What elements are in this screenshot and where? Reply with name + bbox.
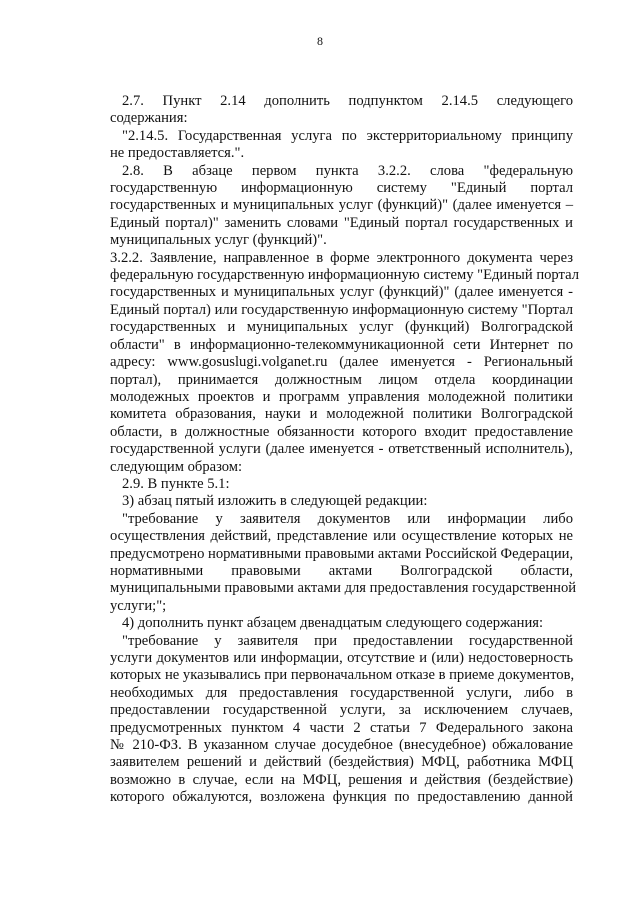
text-line: 4) дополнить пункт абзацем двенадцатым следующего содержания: <box>122 615 544 632</box>
text-line: следующим образом: <box>110 458 243 475</box>
text-line: предоставлении государственной услуги, за исключением случаев, <box>110 702 573 719</box>
text-line: государственной услуги (далее именуется - ответственный исполнитель), <box>110 441 573 458</box>
text-line: предусмотрено нормативными правовыми актами Российской Федерации, <box>110 545 574 562</box>
text-line: "требование у заявителя при предоставлении государственной <box>122 632 573 649</box>
text-line: комитета образования, науки и молодежной политики Волгоградской <box>110 406 573 423</box>
text-line: области" в информационно-телекоммуникационной сети Интернет по <box>110 336 573 353</box>
text-line: государственных и муниципальных услуг (функций)" (далее именуется – <box>110 197 573 214</box>
text-line: муниципальными правовыми актами для предоставления государственной <box>110 580 577 597</box>
text-line: 2.8. В абзаце первом пункта 3.2.2. слова "федеральную <box>122 162 573 179</box>
text-line: 3.2.2. Заявление, направленное в форме электронного документа через <box>110 249 573 266</box>
text-line: 2.9. В пункте 5.1: <box>122 475 230 492</box>
page-number: 8 <box>317 34 323 48</box>
text-line: адресу: www.gosuslugi.volganet.ru (далее именуется - Региональный <box>110 354 573 371</box>
text-line: возможно в случае, если на МФЦ, решения и действия (бездействие) <box>110 771 573 788</box>
text-line: необходимых для предоставления государственной услуги, либо в <box>110 684 573 701</box>
text-line: 3) абзац пятый изложить в следующей редакции: <box>122 493 428 510</box>
text-line: Единый портал)" заменить словами "Единый портал государственных и <box>110 214 573 231</box>
text-line: предусмотренных пунктом 4 части 2 статьи 7 Федерального закона <box>110 719 573 736</box>
text-line: государственную информационную систему "Единый портал <box>110 180 573 197</box>
text-line: осуществления действий, представление или осуществление которых не <box>110 528 573 545</box>
text-line: услуги документов или информации, отсутствие и (или) недостоверность <box>110 650 573 666</box>
text-line: Единый портал) или государственную информационную систему "Портал <box>110 301 573 318</box>
text-line: государственных и муниципальных услуг (функций) Волгоградской <box>110 319 573 336</box>
document-body <box>110 93 579 807</box>
text-line: которого обжалуются, возложена функция по предоставлению данной <box>110 789 573 806</box>
text-line: федеральную государственную информационную систему "Единый портал <box>110 267 579 284</box>
text-line: которых не указывались при первоначальном отказе в приеме документов, <box>110 667 575 684</box>
text-line: области, в должностные обязанности которого входит предоставление <box>110 423 573 440</box>
text-line: молодежных проектов и программ управления молодежной политики <box>110 388 573 405</box>
text-line: "2.14.5. Государственная услуга по экстерриториальному принципу <box>122 127 573 144</box>
text-line: нормативными правовыми актами Волгоградской области, <box>110 562 573 579</box>
text-line: "требование у заявителя документов или информации либо <box>122 510 573 527</box>
text-line: № 210-ФЗ. В указанном случае досудебное (внесудебное) обжалование <box>110 737 573 754</box>
text-line: государственных и муниципальных услуг (функций)" (далее именуется - <box>110 284 573 301</box>
text-line: заявителем решений и действий (бездействия) МФЦ, работника МФЦ <box>110 754 573 771</box>
text-line: не предоставляется.". <box>110 145 245 162</box>
text-line: услуги;"; <box>110 597 167 614</box>
text-line: портал), принимается должностным лицом отдела координации <box>110 371 573 388</box>
text-line: содержания: <box>110 110 188 127</box>
text-line: 2.7. Пункт 2.14 дополнить подпунктом 2.14.5 следующего <box>122 93 573 109</box>
text-line: муниципальных услуг (функций)". <box>110 232 327 249</box>
